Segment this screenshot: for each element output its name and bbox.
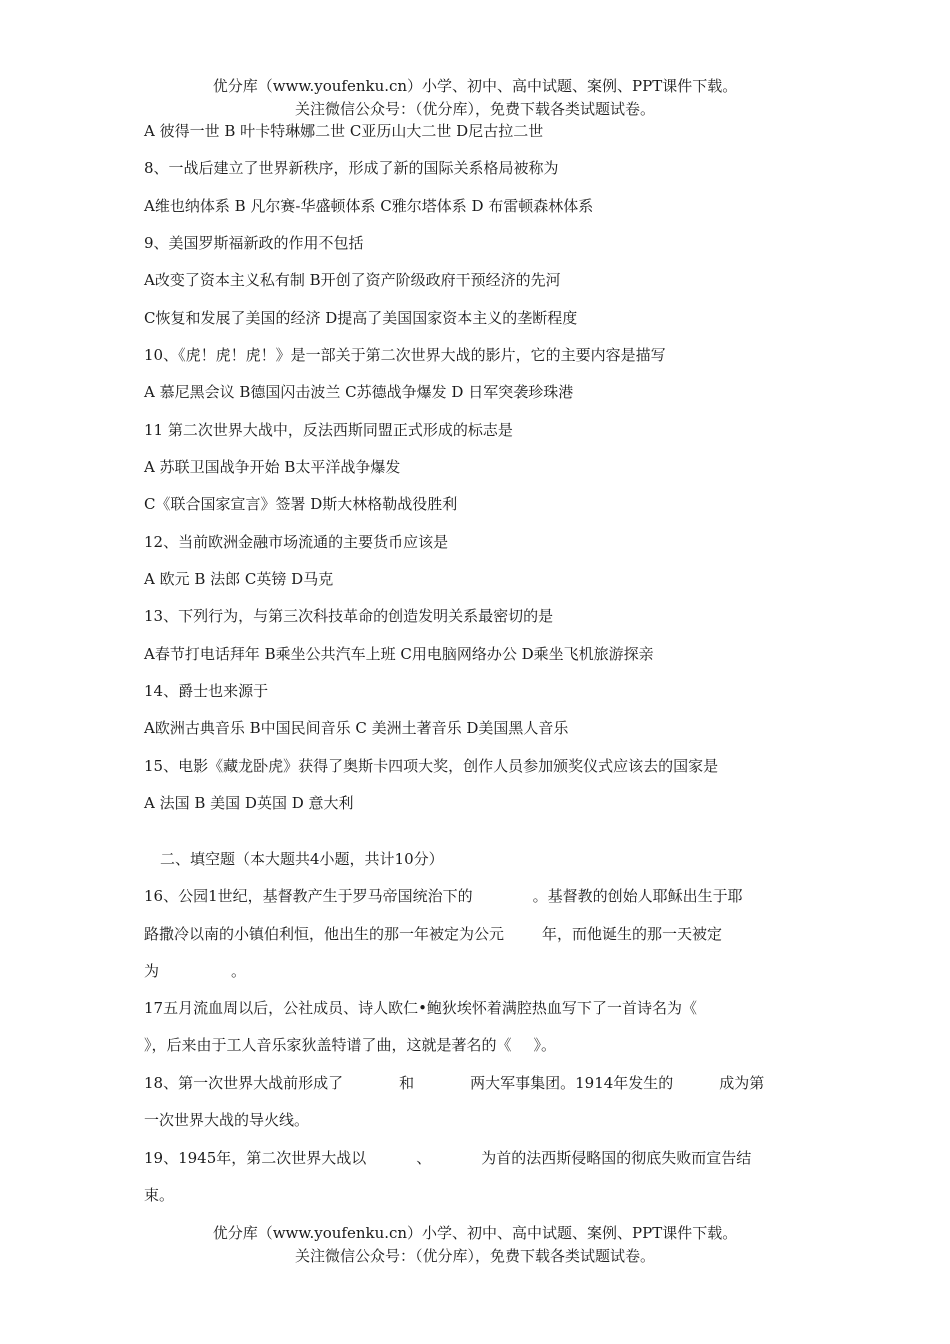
q18-line-1 [144,1073,764,1093]
q17-text-b: 》，后来由于工人音乐家狄盖特谱了曲，这就是著名的《 [144,1036,512,1054]
q18-text-d: 成为第 [719,1074,765,1092]
q7-options: A 彼得一世 B 叶卡特琳娜二世 C亚历山大二世 D尼古拉二世 [144,122,544,140]
q19-text-c: 为首的法西斯侵略国的彻底失败而宣告结 [481,1149,752,1167]
q15-options: A 法国 B 美国 D英国 D 意大利 [144,794,354,812]
q9-stem: 9、美国罗斯福新政的作用不包括 [144,234,364,252]
q16-text-a: 16、公园1世纪，基督教产生于罗马帝国统治下的 [144,887,473,905]
q19-text-b: 、 [416,1149,432,1167]
section-title: 二、填空题（本大题共4小题，共计10分） [160,850,444,868]
q8-stem: 8、一战后建立了世界新秩序，形成了新的国际关系格局被称为 [144,159,559,177]
q9-options-1: A改变了资本主义私有制 B开创了资产阶级政府干预经济的先河 [144,271,561,289]
q10-options: A 慕尼黑会议 B德国闪击波兰 C苏德战争爆发 D 日军突袭珍珠港 [144,383,574,401]
q18-line-2: 一次世界大战的导火线。 [144,1111,310,1129]
q16-line-1 [144,886,743,906]
q17-line-2 [144,1035,556,1055]
q16-text-c: 路撒冷以南的小镇伯利恒，他出生的那一年被定为公元 [144,925,505,943]
q16-line-2 [144,924,722,944]
q14-options: A欧洲古典音乐 B中国民间音乐 C 美洲土著音乐 D美国黑人音乐 [144,719,569,737]
footer-line-2: 关注微信公众号：（优分库），免费下载各类试题试卷。 [294,1247,655,1265]
q16-text-e: 为 [144,962,160,980]
footer-line-1: 优分库（www.youfenku.cn）小学、初中、高中试题、案例、PPT课件下载。 [212,1224,738,1242]
q12-stem: 12、当前欧洲金融市场流通的主要货币应该是 [144,533,449,551]
q16-text-f: 。 [231,962,247,980]
q19-text-a: 19、1945年，第二次世界大战以 [144,1149,367,1167]
q16-text-d: 年，而他诞生的那一天被定 [542,925,723,943]
q9-options-2: C恢复和发展了美国的经济 D提高了美国国家资本主义的垄断程度 [144,309,578,327]
q18-text-a: 18、第一次世界大战前形成了 [144,1074,344,1092]
q14-stem: 14、爵士也来源于 [144,682,269,700]
q19-line-2: 束。 [144,1186,175,1204]
q16-line-3 [144,961,246,981]
q18-text-c: 两大军事集团。1914年发生的 [470,1074,674,1092]
q17-line-1: 17五月流血周以后，公社成员、诗人欧仁•鲍狄埃怀着满腔热血写下了一首诗名为《 [144,999,697,1017]
q11-options-2: C《联合国家宣言》签署 D斯大林格勒战役胜利 [144,495,458,513]
header-line-1: 优分库（www.youfenku.cn）小学、初中、高中试题、案例、PPT课件下载。 [212,77,738,95]
q11-options-1: A 苏联卫国战争开始 B太平洋战争爆发 [144,458,401,476]
q13-options: A春节打电话拜年 B乘坐公共汽车上班 C用电脑网络办公 D乘坐飞机旅游探亲 [144,645,654,663]
q12-options: A 欧元 B 法郎 C英镑 D马克 [144,570,334,588]
q11-stem: 11 第二次世界大战中，反法西斯同盟正式形成的标志是 [144,421,513,439]
q16-text-b: 。基督教的创始人耶稣出生于耶 [532,887,743,905]
q19-line-1 [144,1148,751,1168]
q18-text-b: 和 [399,1074,415,1092]
q8-options: A维也纳体系 B 凡尔赛-华盛顿体系 C雅尔塔体系 D 布雷顿森林体系 [144,197,594,215]
q15-stem: 15、电影《藏龙卧虎》获得了奥斯卡四项大奖，创作人员参加颁奖仪式应该去的国家是 [144,757,719,775]
q13-stem: 13、下列行为，与第三次科技革命的创造发明关系最密切的是 [144,607,554,625]
q10-stem: 10、《虎！虎！虎！》是一部关于第二次世界大战的影片，它的主要内容是描写 [144,346,666,364]
q17-text-c: 》。 [533,1036,557,1054]
header-line-2: 关注微信公众号：（优分库），免费下载各类试题试卷。 [294,100,655,118]
